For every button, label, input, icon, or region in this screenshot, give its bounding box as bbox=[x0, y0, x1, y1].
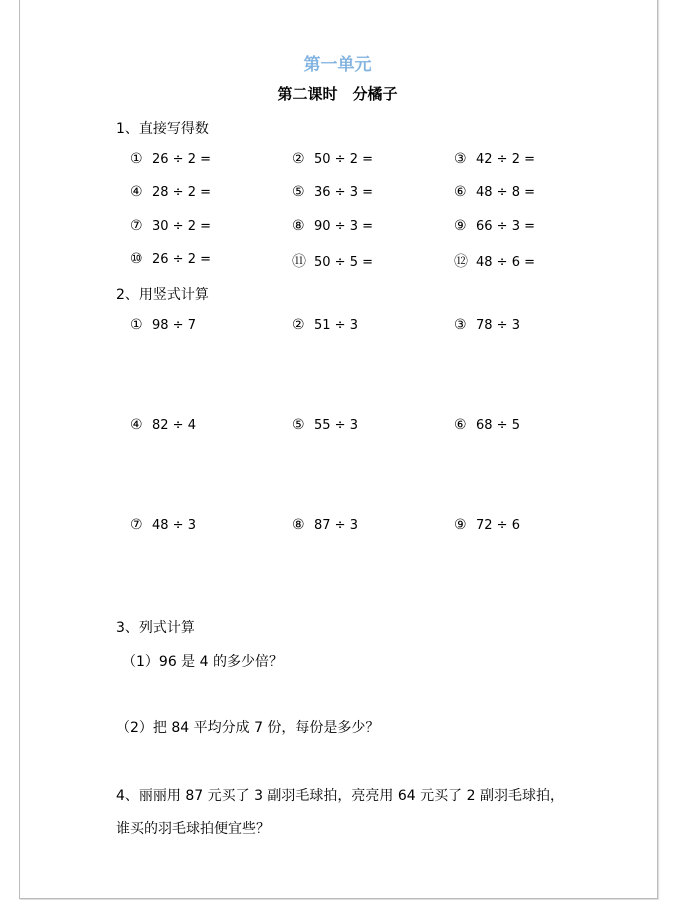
problem-item bbox=[130, 317, 196, 333]
problem-expression: 50 ÷ 5 = bbox=[314, 255, 373, 270]
problem-item bbox=[292, 184, 373, 200]
problem-expression: 68 ÷ 5 bbox=[476, 418, 520, 433]
section4-line-2: 谁买的羽毛球拍便宜些？ bbox=[116, 821, 270, 837]
problem-expression: 42 ÷ 2 = bbox=[476, 152, 535, 167]
problem-expression: 72 ÷ 6 bbox=[476, 518, 520, 533]
problem-item bbox=[292, 251, 373, 271]
problem-expression: 36 ÷ 3 = bbox=[314, 185, 373, 200]
problem-number: ① bbox=[130, 151, 143, 167]
problem-expression: 28 ÷ 2 = bbox=[152, 185, 211, 200]
problem-expression: 48 ÷ 3 bbox=[152, 518, 196, 533]
problem-item bbox=[454, 317, 520, 333]
problem-item bbox=[292, 151, 373, 167]
section2-heading: 2、用竖式计算 bbox=[116, 287, 209, 303]
problem-expression: 87 ÷ 3 bbox=[314, 518, 358, 533]
problem-number: ⑫ bbox=[454, 254, 468, 270]
problem-item bbox=[454, 184, 535, 200]
problem-item bbox=[130, 417, 196, 433]
problem-item bbox=[130, 517, 196, 533]
problem-item bbox=[292, 517, 358, 533]
problem-number: ② bbox=[292, 151, 305, 167]
problem-expression: 78 ÷ 3 bbox=[476, 318, 520, 333]
problem-expression: 82 ÷ 4 bbox=[152, 418, 196, 433]
problem-item bbox=[292, 417, 358, 433]
problem-number: ⑤ bbox=[292, 184, 305, 200]
problem-expression: 50 ÷ 2 = bbox=[314, 152, 373, 167]
problem-expression: 98 ÷ 7 bbox=[152, 318, 196, 333]
problem-number: ⑥ bbox=[454, 184, 467, 200]
problem-expression: 30 ÷ 2 = bbox=[152, 219, 211, 234]
problem-number: ⑧ bbox=[292, 517, 305, 533]
problem-item bbox=[130, 184, 211, 200]
problem-expression: 48 ÷ 6 = bbox=[476, 255, 535, 270]
problem-number: ⑪ bbox=[292, 254, 306, 270]
section3-heading: 3、列式计算 bbox=[116, 620, 195, 636]
problem-number: ⑨ bbox=[454, 218, 467, 234]
problem-item bbox=[130, 218, 211, 234]
problem-item bbox=[130, 151, 211, 167]
lesson-title: 第二课时 分橘子 bbox=[277, 85, 398, 103]
problem-number: ⑧ bbox=[292, 218, 305, 234]
problem-expression: 51 ÷ 3 bbox=[314, 318, 358, 333]
section4-line-1: 4、丽丽用 87 元买了 3 副羽毛球拍，亮亮用 64 元买了 2 副羽毛球拍， bbox=[116, 788, 564, 804]
problem-number: ⑦ bbox=[130, 218, 143, 234]
problem-expression: 26 ÷ 2 = bbox=[152, 252, 211, 267]
problem-item bbox=[292, 317, 358, 333]
problem-number: ③ bbox=[454, 317, 467, 333]
problem-item bbox=[130, 251, 211, 267]
problem-number: ④ bbox=[130, 417, 143, 433]
section3-question-2: （2）把 84 平均分成 7 份，每份是多少？ bbox=[116, 720, 380, 736]
problem-number: ⑦ bbox=[130, 517, 143, 533]
problem-expression: 26 ÷ 2 = bbox=[152, 152, 211, 167]
problem-number: ① bbox=[130, 317, 143, 333]
unit-title: 第一单元 bbox=[303, 55, 372, 75]
problem-number: ⑥ bbox=[454, 417, 467, 433]
problem-number: ⑤ bbox=[292, 417, 305, 433]
section1-heading: 1、直接写得数 bbox=[116, 121, 209, 137]
problem-expression: 48 ÷ 8 = bbox=[476, 185, 535, 200]
problem-number: ④ bbox=[130, 184, 143, 200]
problem-item bbox=[454, 218, 535, 234]
problem-expression: 66 ÷ 3 = bbox=[476, 219, 535, 234]
problem-expression: 55 ÷ 3 bbox=[314, 418, 358, 433]
problem-item bbox=[292, 218, 373, 234]
problem-item bbox=[454, 517, 520, 533]
problem-number: ⑩ bbox=[130, 251, 143, 267]
document-page bbox=[19, 0, 658, 899]
problem-expression: 90 ÷ 3 = bbox=[314, 219, 373, 234]
problem-item bbox=[454, 251, 535, 271]
problem-item bbox=[454, 151, 535, 167]
problem-number: ② bbox=[292, 317, 305, 333]
section3-question-1: （1）96 是 4 的多少倍？ bbox=[122, 654, 283, 670]
problem-item bbox=[454, 417, 520, 433]
problem-number: ⑨ bbox=[454, 517, 467, 533]
problem-number: ③ bbox=[454, 151, 467, 167]
